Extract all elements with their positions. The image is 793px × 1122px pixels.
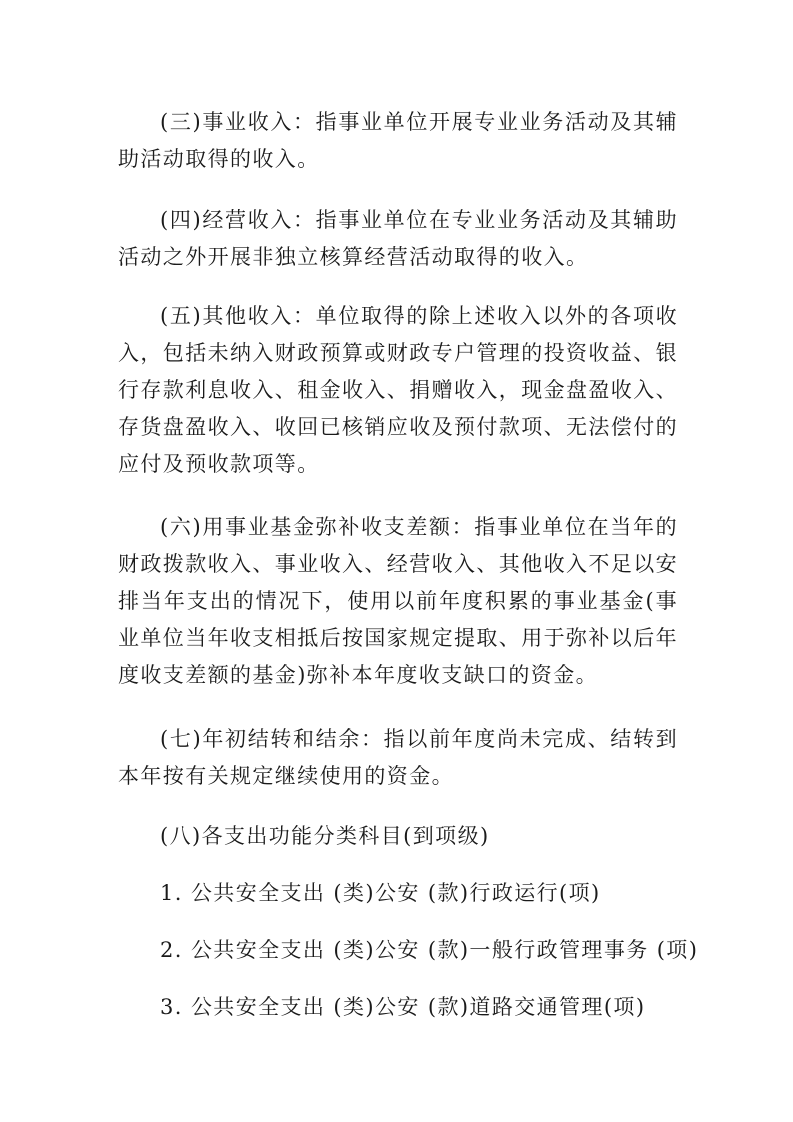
section-heading: (八)各支出功能分类科目(到项级) — [160, 824, 490, 848]
list-item: 3. 公共安全支出 (类)公安 (款)道路交通管理(项) — [160, 995, 646, 1019]
list-item: 1. 公共安全支出 (类)公安 (款)行政运行(项) — [160, 881, 601, 905]
paragraph-business-fund: (六)用事业基金弥补收支差额：指事业单位在当年的财政拨款收入、事业收入、经营收入、其他收入不足以安排当年支出的情况下，使用以前年度积累的事业基金(事业单位当年收支相抵后按国家规定提取、用于弥补以后年度收支差额的基金)弥补本年度收支缺口的资金。 — [118, 515, 678, 687]
paragraph-business-income: (三)事业收入：指事业单位开展专业业务活动及其辅助活动取得的收入。 — [118, 110, 678, 171]
list-item: 2. 公共安全支出 (类)公安 (款)一般行政管理事务 (项) — [160, 938, 699, 962]
paragraph-other-income: (五)其他收入：单位取得的除上述收入以外的各项收入，包括未纳入财政预算或财政专户管理的投资收益、银行存款利息收入、租金收入、捐赠收入，现金盘盈收入、存货盘盈收入、收回已核销应收及预付款项、无法偿付的应付及预收款项等。 — [118, 304, 678, 476]
paragraph-carryover: (七)年初结转和结余：指以前年度尚未完成、结转到本年按有关规定继续使用的资金。 — [118, 727, 678, 788]
paragraph-operating-income: (四)经营收入：指事业单位在专业业务活动及其辅助活动之外开展非独立核算经营活动取得的收入。 — [118, 208, 678, 269]
